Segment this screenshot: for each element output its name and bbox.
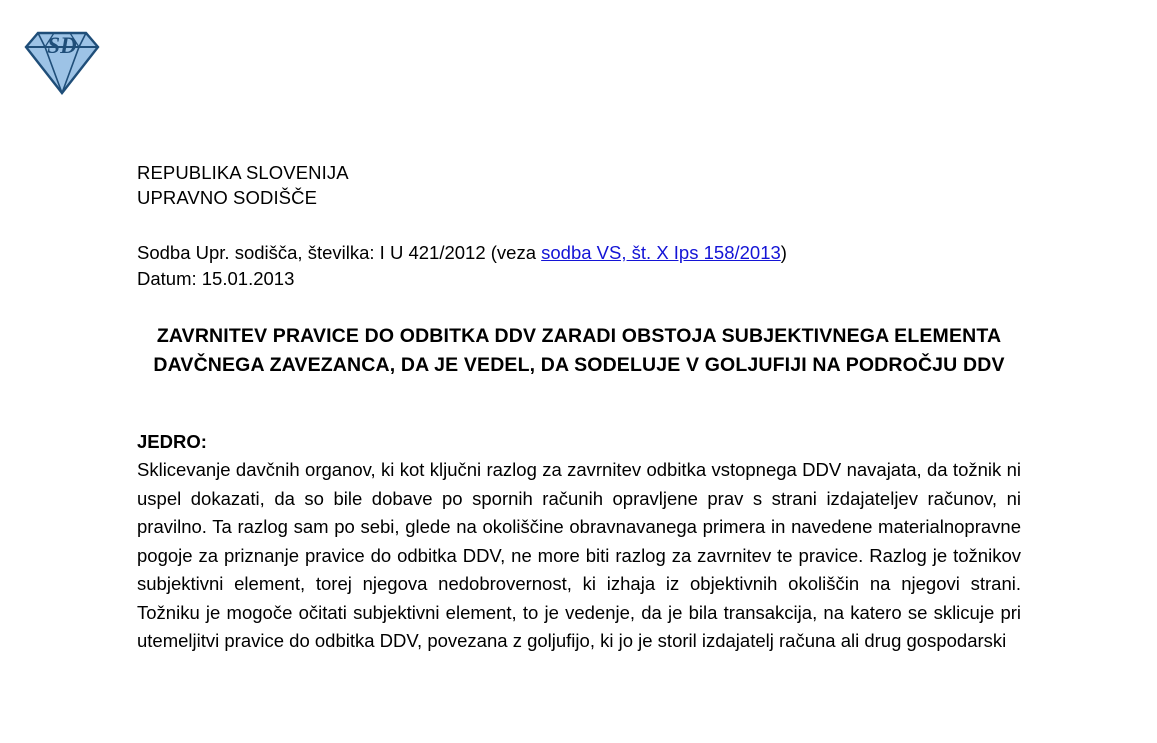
organization-line-1: REPUBLIKA SLOVENIJA [137, 162, 349, 183]
organization-line-2: UPRAVNO SODIŠČE [137, 187, 318, 208]
page-title: ZAVRNITEV PRAVICE DO ODBITKA DDV ZARADI OBSTOJA SUBJEKTIVNEGA ELEMENTA DAVČNEGA ZAVEZANCA, DA JE VEDEL, DA SODELUJE V GOLJUFIJI NA PODROČJU DDV [153, 325, 1005, 376]
judgment-meta [137, 240, 1021, 292]
supreme-court-emblem-icon [22, 27, 102, 99]
document-content [137, 160, 1021, 656]
judgment-number-suffix: ) [780, 242, 787, 263]
judgment-number-line [137, 240, 1021, 266]
svg-text:SD: SD [47, 33, 77, 58]
judgment-date-line: Datum: 15.01.2013 [137, 268, 295, 289]
core-section-text: Sklicevanje davčnih organov, ki kot ključni razlog za zavrnitev odbitka vstopnega DDV navajata, da tožnik ni uspel dokazati, da so bile dobave po spornih računih opravljene prav s strani izdajateljev računov, ni pravilno. Ta razlog sam po sebi, glede na okoliščine obravnavanega primera in navedene materialnopravne pogoje za priznanje pravice do odbitka DDV, ne more biti razlog za zavrnitev te pravice. Razlog je tožnikov subjektivni element, torej njegova nedobrovernost, ki izhaja iz objektivnih okoliščin na njegovi strani. Tožniku je mogoče očitati subjektivni element, to je vedenje, da je bila transakcija, na katero se sklicuje pri utemeljitvi pravice do odbitka DDV, povezana z goljufijo, ki jo je storil izdajatelj računa ali drug gospodarski [137, 459, 1021, 651]
related-judgment-link[interactable]: sodba VS, št. X Ips 158/2013 [541, 242, 781, 263]
core-section-label: JEDRO: [137, 431, 207, 452]
judgment-number-prefix: Sodba Upr. sodišča, številka: I U 421/2012 (veza [137, 242, 542, 263]
